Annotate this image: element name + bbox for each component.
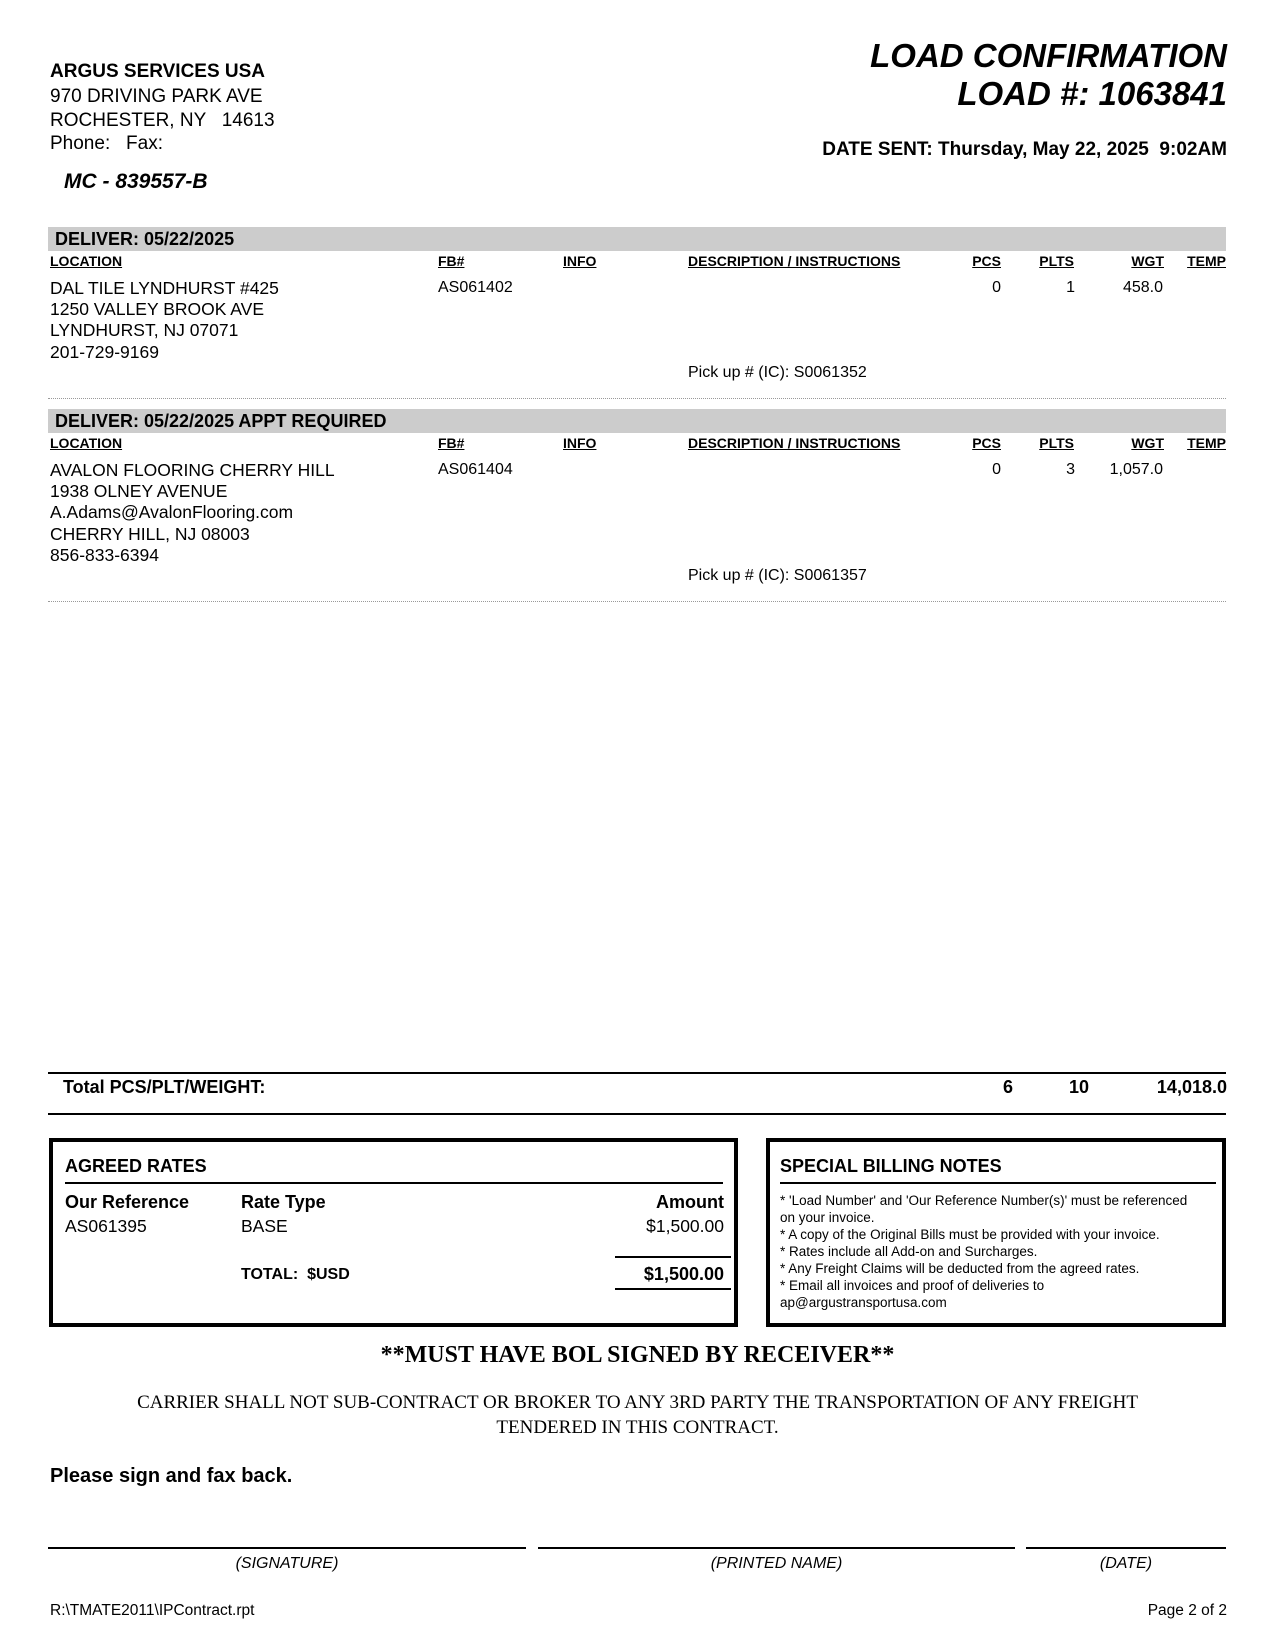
- delivery-location-line: 201-729-9169: [50, 342, 159, 362]
- sign-back-instruction: Please sign and fax back.: [50, 1465, 293, 1487]
- date-line[interactable]: [1026, 1547, 1226, 1549]
- totals-top-rule: [48, 1072, 1226, 1074]
- printed-name-line[interactable]: [538, 1547, 1015, 1549]
- col-fb: FB#: [438, 253, 465, 269]
- carrier-notice-line: TENDERED IN THIS CONTRACT.: [496, 1417, 779, 1438]
- delivery-location-line: 856-833-6394: [50, 545, 159, 565]
- totals-weight: 14,018.0: [1156, 1077, 1227, 1097]
- date-sent: DATE SENT: Thursday, May 22, 2025 9:02AM: [822, 139, 1227, 160]
- col-our-reference: Our Reference: [65, 1192, 190, 1212]
- col-info: INFO: [563, 253, 597, 269]
- signature-line[interactable]: [48, 1547, 526, 1549]
- col-amount: Amount: [656, 1192, 724, 1212]
- delivery-heading: DELIVER: 05/22/2025: [48, 227, 1226, 251]
- delivery-pickup: Pick up # (IC): S0061352: [688, 364, 867, 381]
- delivery-pickup: Pick up # (IC): S0061357: [688, 567, 867, 584]
- company-name: ARGUS SERVICES USA: [50, 61, 266, 82]
- bol-notice: **MUST HAVE BOL SIGNED BY RECEIVER**: [380, 1342, 895, 1368]
- delivery-plts: 3: [1066, 461, 1075, 478]
- delivery-location-line: A.Adams@AvalonFlooring.com: [50, 502, 294, 522]
- billing-notes-list: [780, 1192, 1220, 1311]
- delivery-fb: AS061404: [438, 461, 513, 478]
- carrier-notice: [80, 1390, 1195, 1440]
- col-fb: FB#: [438, 435, 465, 451]
- delivery-plts: 1: [1066, 279, 1075, 296]
- date-label: (DATE): [1099, 1555, 1153, 1572]
- agreed-rates-title: AGREED RATES: [65, 1156, 207, 1176]
- delivery-location-line: DAL TILE LYNDHURST #425: [50, 278, 279, 298]
- company-phone-fax: Phone: Fax:: [50, 133, 164, 154]
- delivery-location-line: 1250 VALLEY BROOK AVE: [50, 299, 265, 319]
- rate-type: BASE: [241, 1216, 288, 1236]
- billing-note-line: * Rates include all Add-on and Surcharges.: [780, 1244, 1038, 1259]
- page-number: Page 2 of 2: [1147, 1602, 1227, 1619]
- totals-pcs: 6: [1002, 1077, 1013, 1097]
- totals-bottom-rule: [48, 1113, 1226, 1115]
- billing-notes-box: [766, 1138, 1226, 1327]
- printed-name-label: (PRINTED NAME): [710, 1555, 843, 1572]
- load-number: LOAD #: 1063841: [957, 75, 1227, 112]
- company-city-state-zip: ROCHESTER, NY 14613: [50, 110, 275, 131]
- totals-label: Total PCS/PLT/WEIGHT:: [63, 1077, 266, 1097]
- rate-total-amount: $1,500.00: [643, 1264, 724, 1284]
- section-divider: [48, 398, 1226, 399]
- signature-label: (SIGNATURE): [235, 1555, 339, 1572]
- rate-amount: $1,500.00: [646, 1216, 724, 1236]
- delivery-heading: DELIVER: 05/22/2025 APPT REQUIRED: [48, 409, 1226, 433]
- company-address: 970 DRIVING PARK AVE: [50, 86, 263, 107]
- rate-total-label: TOTAL: $USD: [241, 1266, 350, 1283]
- billing-notes-title: SPECIAL BILLING NOTES: [780, 1156, 1002, 1176]
- billing-note-line: * Any Freight Claims will be deducted from the agreed rates.: [780, 1261, 1140, 1276]
- delivery-pcs: 0: [992, 279, 1001, 296]
- col-description: DESCRIPTION / INSTRUCTIONS: [688, 253, 901, 269]
- rate-reference: AS061395: [65, 1216, 147, 1236]
- billing-note-line: ap@argustransportusa.com: [780, 1295, 947, 1310]
- col-pcs: PCS: [972, 253, 1001, 269]
- billing-note-line: * A copy of the Original Bills must be provided with your invoice.: [780, 1227, 1160, 1242]
- totals-plts: 10: [1068, 1077, 1089, 1097]
- mc-number: MC - 839557-B: [64, 170, 208, 193]
- col-location: LOCATION: [50, 253, 123, 269]
- col-location: LOCATION: [50, 435, 123, 451]
- billing-note-line: * Email all invoices and proof of deliveries to: [780, 1278, 1045, 1293]
- total-top-rule: [615, 1256, 731, 1258]
- delivery-wgt: 458.0: [1122, 279, 1163, 296]
- billing-note-line: * 'Load Number' and 'Our Reference Number(s)' must be referenced: [780, 1193, 1188, 1208]
- col-rate-type: Rate Type: [241, 1192, 326, 1212]
- col-pcs: PCS: [972, 435, 1001, 451]
- billing-notes-rule: [780, 1182, 1216, 1184]
- delivery-pcs: 0: [992, 461, 1001, 478]
- delivery-location-line: 1938 OLNEY AVENUE: [50, 481, 228, 501]
- delivery-location-line: AVALON FLOORING CHERRY HILL: [50, 460, 335, 480]
- col-wgt: WGT: [1131, 253, 1164, 269]
- col-plts: PLTS: [1039, 253, 1074, 269]
- total-bottom-rule: [615, 1288, 731, 1290]
- col-wgt: WGT: [1131, 435, 1164, 451]
- delivery-fb: AS061402: [438, 279, 513, 296]
- col-description: DESCRIPTION / INSTRUCTIONS: [688, 435, 901, 451]
- agreed-rates-box: [49, 1138, 738, 1327]
- delivery-wgt: 1,057.0: [1109, 461, 1163, 478]
- delivery-location-line: LYNDHURST, NJ 07071: [50, 320, 239, 340]
- section-divider: [48, 601, 1226, 602]
- carrier-notice-line: CARRIER SHALL NOT SUB-CONTRACT OR BROKER TO ANY 3RD PARTY THE TRANSPORTATION OF ANY FREIGHT: [137, 1392, 1138, 1413]
- footer-file-path: R:\TMATE2011\IPContract.rpt: [50, 1602, 255, 1619]
- col-plts: PLTS: [1039, 435, 1074, 451]
- col-temp: TEMP: [1187, 435, 1226, 451]
- document-title: LOAD CONFIRMATION: [870, 37, 1227, 74]
- billing-note-line: on your invoice.: [780, 1210, 875, 1225]
- col-temp: TEMP: [1187, 253, 1226, 269]
- agreed-rates-rule: [65, 1182, 723, 1184]
- col-info: INFO: [563, 435, 597, 451]
- delivery-location-line: CHERRY HILL, NJ 08003: [50, 524, 250, 544]
